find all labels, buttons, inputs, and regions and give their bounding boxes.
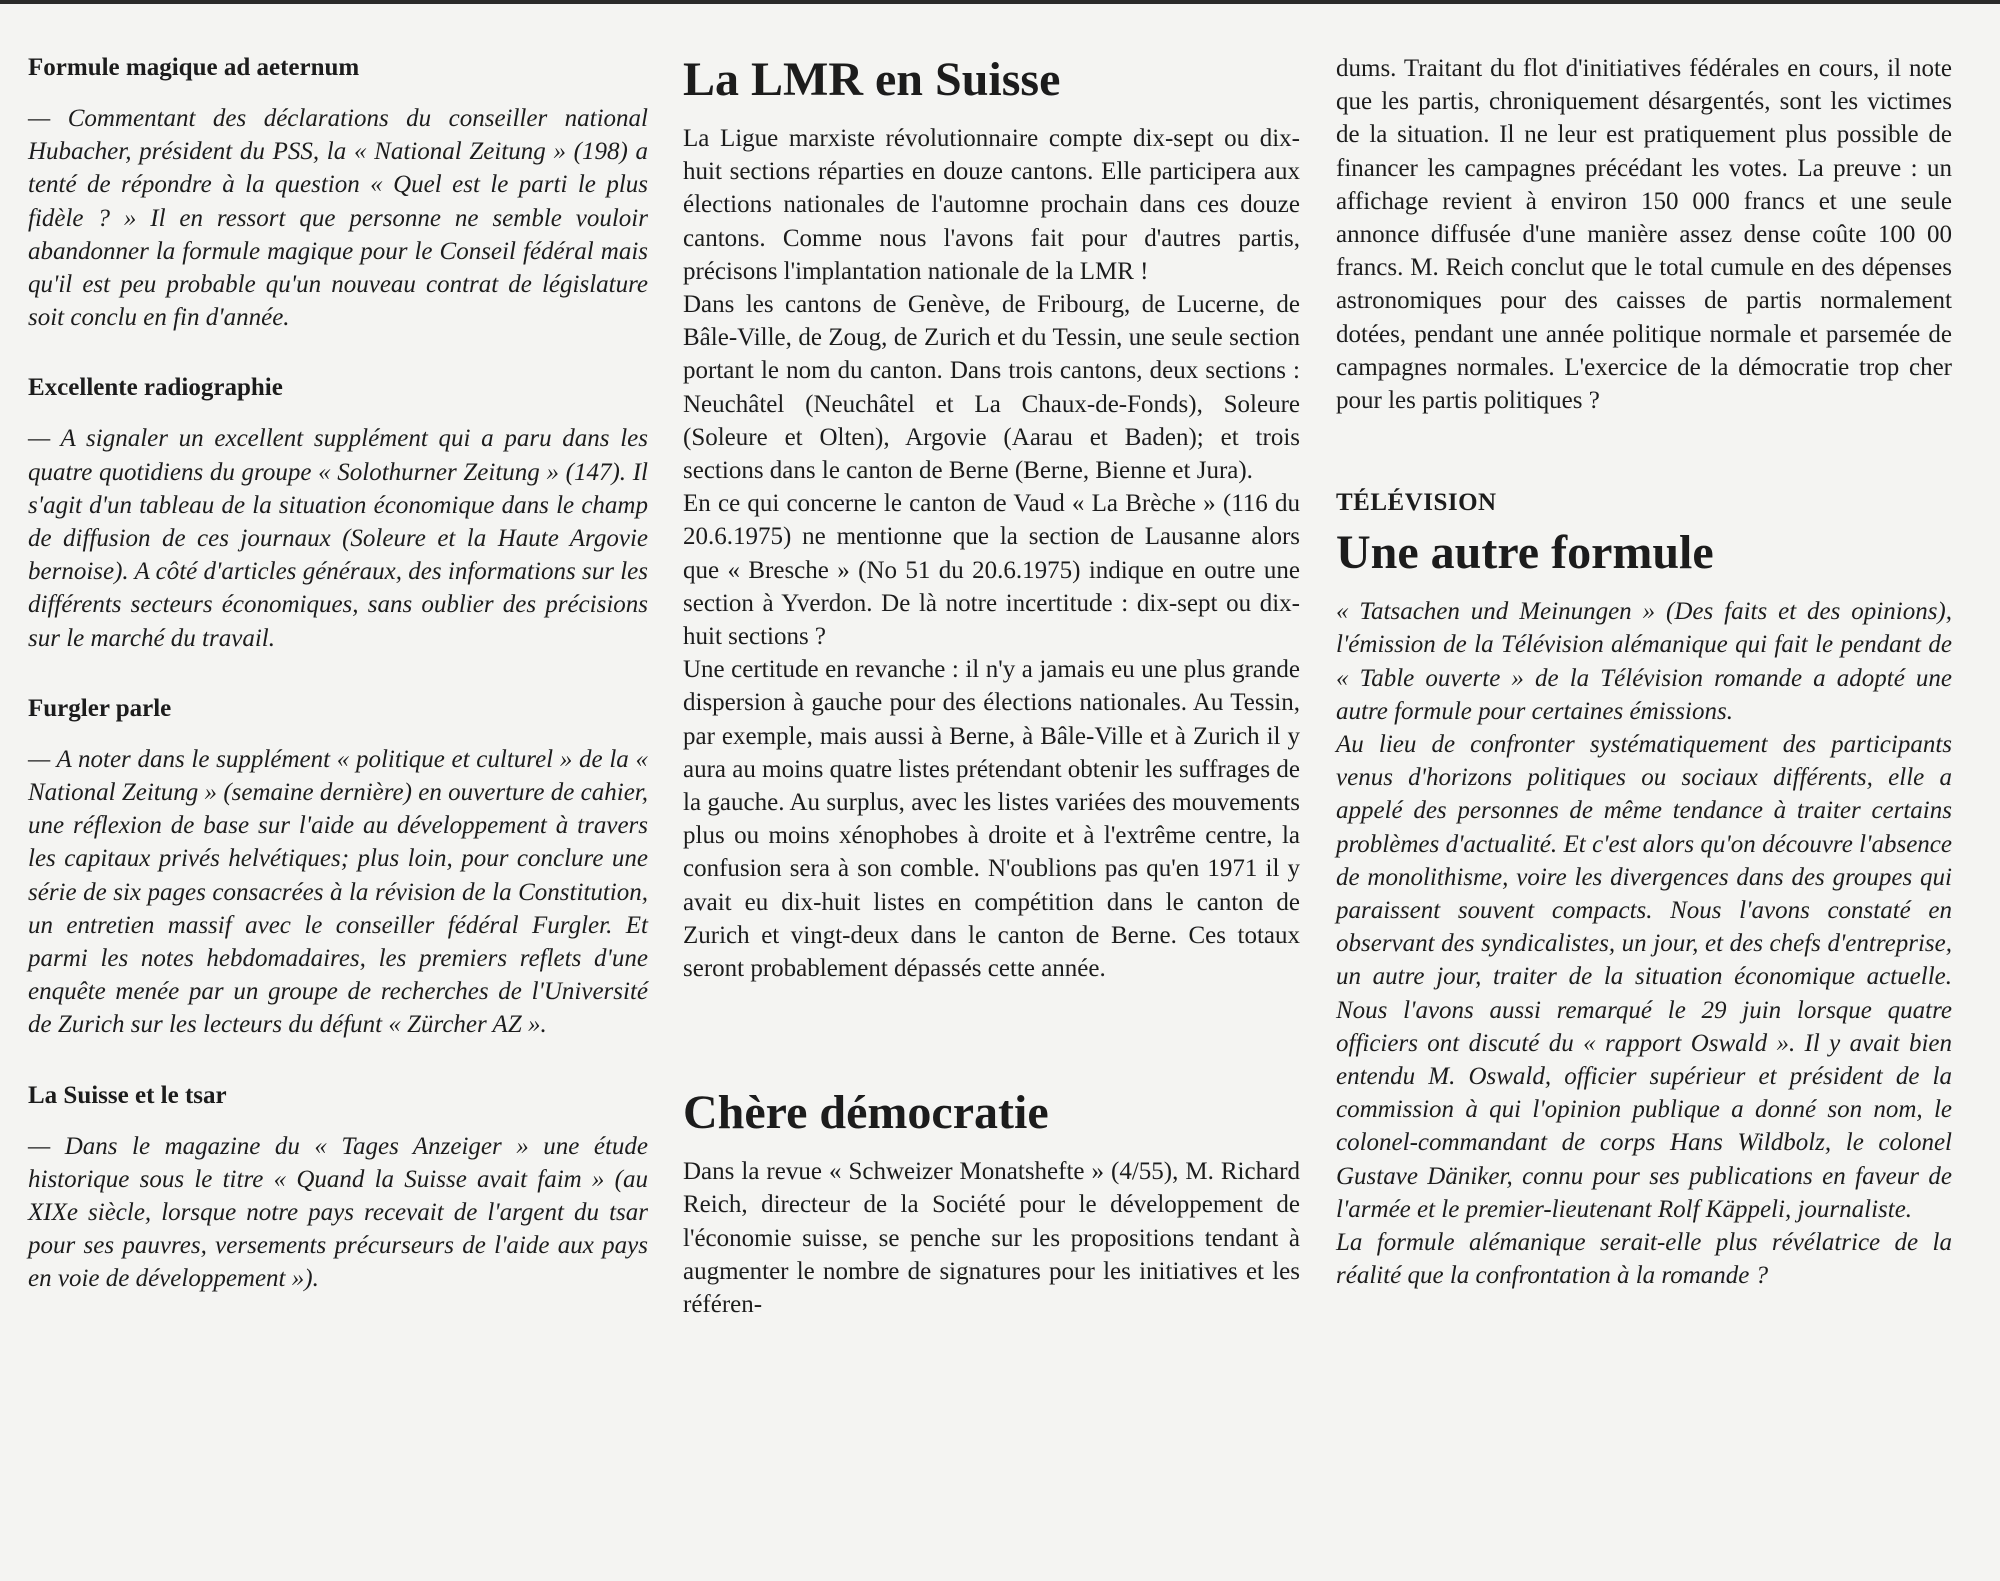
article-paragraph: Dans les cantons de Genève, de Fribourg, de Lucerne, de Bâle-Ville, de Zoug, de Zurich et du Tessin, une seule section portant le nom du canton. Dans trois cantons, deux sections : Neuchâtel (Neuchâtel et La Chaux-de-Fonds), Soleure (Soleure et Olten), Argovie (Aarau et Baden); et trois sections dans le canton de Berne (Berne, Bienne et Jura). [683, 291, 1300, 485]
article-paragraph: Au lieu de confronter systématiquement des participants venus d'horizons politiques ou sociaux différents, elle a appelé des personnes de même tendance à traiter certains problèmes d'actualité. Et c'est alors qu'on découvre l'absence de monolithisme, voire les divergences dans des groupes qui paraissent souvent compacts. Nous l'avons constaté en observant des syndicalistes, un jour, et des chefs d'entreprise, un autre jour, traiter de la situation économique actuelle. Nous l'avons aussi remarqué le 29 juin lorsque quatre officiers ont discuté du « rapport Oswald ». Il y avait bien entendu M. Oswald, officier supérieur et président de la commission à qui l'opinion publique a donné son nom, le colonel-commandant de corps Hans Wildbolz, le colonel Gustave Däniker, connu pour ses publications en faveur de l'armée et le premier-lieutenant Rolf Käppeli, journaliste. [1336, 731, 1952, 1223]
column-right [1336, 52, 1952, 1293]
article-paragraph: « Tatsachen und Meinungen » (Des faits et des opinions), l'émission de la Télévision alémanique qui fait le pendant de « Table ouverte » de la Télévision romande a adopté une autre formule pour certaines émissions. [1336, 598, 1952, 725]
article-paragraph: Dans la revue « Schweizer Monatshefte » (4/55), M. Richard Reich, directeur de la Société pour le développement de l'économie suisse, se penche sur les propositions tendant à augmenter le nombre de signatures pour les initiatives et les référen- [683, 1158, 1300, 1319]
article-paragraph: La Ligue marxiste révolutionnaire compte dix-sept ou dix-huit sections réparties en douze cantons. Elle participera aux élections nationales de l'automne prochain dans ces douze cantons. Comme nous l'avons fait pour d'autres partis, précisons l'implantation nationale de la LMR ! [683, 125, 1300, 285]
note-text: — Dans le magazine du « Tages Anzeiger » une étude historique sous le titre « Quand la Suisse avait faim » (au XIXe siècle, lorsque notre pays recevait de l'argent du tsar pour ses pauvres, versements précurseurs de l'aide aux pays en voie de développement »). [28, 1132, 648, 1293]
note-furgler-parle [28, 693, 648, 1042]
article-une-autre-formule [1336, 487, 1952, 1292]
note-title: La Suisse et le tsar [28, 1081, 227, 1109]
column-left-press-notes [28, 52, 648, 1334]
note-title: Formule magique ad aeternum [28, 54, 360, 81]
top-rule [0, 0, 2000, 4]
article-headline: La LMR en Suisse [683, 53, 1061, 106]
article-paragraph: La formule alémanique serait-elle plus révélatrice de la réalité que la confrontation à la romande ? [1336, 1229, 1952, 1290]
note-text: — A noter dans le supplément « politique et culturel » de la « National Zeitung » (semaine dernière) en ouverture de cahier, une réflexion de base sur l'aide au développement à travers les capitaux privés helvétiques; plus loin, pour conclure une série de six pages consacrées à la révision de la Constitution, un entretien massif avec le conseiller fédéral Furgler. Et parmi les notes hebdomadaires, les premiers reflets d'une enquête menée par un groupe de recherches de l'Université de Zurich sur les lecteurs du défunt « Zürcher AZ ». [28, 745, 648, 1039]
note-suisse-tsar [28, 1080, 648, 1296]
note-excellente-radiographie [28, 372, 648, 654]
column-middle [683, 52, 1300, 1321]
note-title: Excellente radiographie [28, 374, 283, 402]
article-paragraph: En ce qui concerne le canton de Vaud « La Brèche » (116 du 20.6.1975) ne mentionne que la section de Lausanne alors que « Bresche » (No 51 du 20.6.1975) indique en outre une section à Yverdon. De là notre incertitude : dix-sept ou dix-huit sections ? [683, 490, 1300, 651]
note-formule-magique [28, 52, 648, 334]
note-text: — A signaler un excellent supplément qui a paru dans les quatre quotidiens du groupe « Solothurner Zeitung » (147). Il s'agit d'un tableau de la situation économique dans le champ de diffusion de ces journaux (Soleure et la Haute Argovie bernoise). A côté d'articles généraux, des informations sur les différents secteurs économiques, sans oublier des précisions sur le marché du travail. [28, 425, 648, 652]
article-lmr-en-suisse [683, 52, 1300, 985]
article-headline: Une autre formule [1336, 526, 1714, 580]
article-headline: Chère démocratie [683, 1086, 1049, 1140]
section-kicker: TÉLÉVISION [1336, 489, 1497, 517]
article-chere-democratie [683, 1085, 1300, 1321]
note-text: — Commentant des déclarations du conseiller national Hubacher, président du PSS, la « National Zeitung » (198) a tenté de répondre à la question « Quel est le parti le plus fidèle ? » Il en ressort que personne ne semble vouloir abandonner la formule magique pour le Conseil fédéral mais qu'il est peu probable qu'un nouveau contrat de législature soit conclu en fin d'année. [28, 105, 648, 332]
article-paragraph: Une certitude en revanche : il n'y a jamais eu une plus grande dispersion à gauche pour des élections nationales. Au Tessin, par exemple, mais aussi à Berne, à Bâle-Ville et à Zurich il y aura au moins quatre listes prétendant obtenir les suffrages de la gauche. Au surplus, avec les listes variées des mouvements plus ou moins xénophobes à droite et à l'extrême centre, la confusion sera à son comble. N'oublions pas qu'en 1971 il y avait eu dix-huit listes en compétition dans le canton de Zurich et vingt-deux dans le canton de Berne. Ces totaux seront probablement dépassés cette année. [683, 656, 1300, 983]
note-title: Furgler parle [28, 694, 172, 722]
article-continuation: dums. Traitant du flot d'initiatives fédérales en cours, il note que les partis, chroniquement désargentés, sont les victimes de la situation. Il ne leur est pratiquement plus possible de financer les campagnes précédant les votes. La preuve : un affichage revient à environ 150 000 francs et une seule annonce diffusée d'une manière assez dense coûte 100 00 francs. M. Reich conclut que le total cumule en des dépenses astronomiques pour des caisses de partis normalement dotées, pendant une année politique normale et parsemée de campagnes normales. L'exercice de la démocratie trop cher pour les partis politiques ? [1336, 55, 1952, 415]
